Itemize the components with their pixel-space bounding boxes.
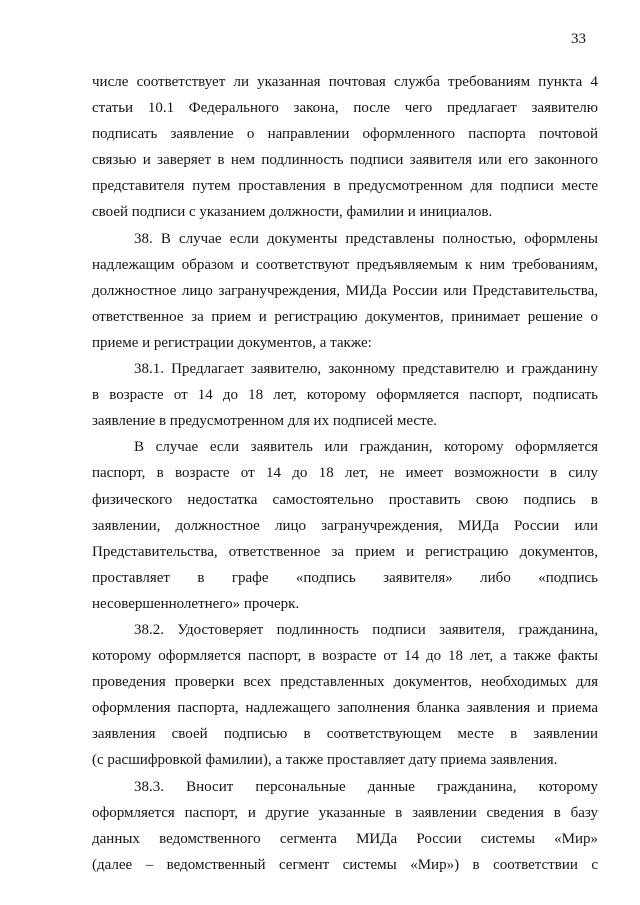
text-line: Представительства, ответственное за прием и регистрацию документов, xyxy=(92,543,598,560)
text-line: паспорт, в возрасте от 14 до 18 лет, не имеет возможности в силу xyxy=(92,465,598,482)
paragraph-38-1 xyxy=(92,356,598,434)
text-line: представителя путем проставления в предусмотренном для подписи месте xyxy=(92,178,598,195)
text-line: приеме и регистрации документов, а также: xyxy=(92,334,372,351)
text-line: 38.1. Предлагает заявителю, законному представителю и гражданину xyxy=(134,361,598,378)
text-line: В случае если заявитель или гражданин, которому оформляется xyxy=(134,439,598,456)
paragraph-continuation xyxy=(92,69,598,226)
document-body xyxy=(92,69,598,878)
text-line: статьи 10.1 Федерального закона, после чего предлагает заявителю xyxy=(92,100,598,117)
text-line: физического недостатка самостоятельно проставить свою подпись в xyxy=(92,491,598,508)
text-line: 38.3. Вносит персональные данные гражданина, которому xyxy=(134,778,598,795)
text-line: заявлении, должностное лицо загранучреждения, МИДа России или xyxy=(92,517,598,534)
page-number: 33 xyxy=(571,31,586,47)
paragraph-38-3 xyxy=(92,774,598,878)
text-line: заявление в предусмотренном для их подписей месте. xyxy=(92,413,438,430)
text-line: числе соответствует ли указанная почтовая служба требованиям пункта 4 xyxy=(92,74,598,90)
text-line: в возрасте от 14 до 18 лет, которому оформляется паспорт, подписать xyxy=(92,387,598,404)
text-line: (с расшифровкой фамилии), а также проставляет дату приема заявления. xyxy=(92,752,558,769)
text-line: связью и заверяет в нем подлинность подписи заявителя или его законного xyxy=(92,152,598,169)
text-line: проведения проверки всех представленных документов, необходимых для xyxy=(92,674,598,691)
paragraph-38-1-signature-exception xyxy=(92,434,598,617)
text-line: проставляет в графе «подпись заявителя» либо «подпись xyxy=(92,569,598,586)
text-line: оформляется паспорт, и другие указанные в заявлении сведения в базу xyxy=(92,804,598,821)
text-line: 38. В случае если документы представлены полностью, оформлены xyxy=(134,230,598,247)
text-line: оформления паспорта, надлежащего заполнения бланка заявления и приема xyxy=(92,700,598,717)
text-line: 38.2. Удостоверяет подлинность подписи заявителя, гражданина, xyxy=(134,621,598,638)
text-line: (далее – ведомственный сегмент системы «Мир») в соответствии с xyxy=(92,856,598,873)
text-line: своей подписи с указанием должности, фамилии и инициалов. xyxy=(92,204,493,221)
text-line: надлежащим образом и соответствуют предъявляемым к ним требованиям, xyxy=(92,256,598,273)
text-line: ответственное за прием и регистрацию документов, принимает решение о xyxy=(92,308,598,325)
paragraph-38 xyxy=(92,226,598,356)
text-line: несовершеннолетнего» прочерк. xyxy=(92,595,300,612)
text-line: данных ведомственного сегмента МИДа России системы «Мир» xyxy=(92,830,598,847)
text-line: заявления своей подписью в соответствующем месте в заявлении xyxy=(92,726,598,743)
text-line: которому оформляется паспорт, в возрасте от 14 до 18 лет, а также факты xyxy=(92,648,598,665)
text-line: подписать заявление о направлении оформленного паспорта почтовой xyxy=(92,126,598,143)
paragraph-38-2 xyxy=(92,617,598,774)
text-line: должностное лицо загранучреждения, МИДа России или Представительства, xyxy=(92,282,598,299)
